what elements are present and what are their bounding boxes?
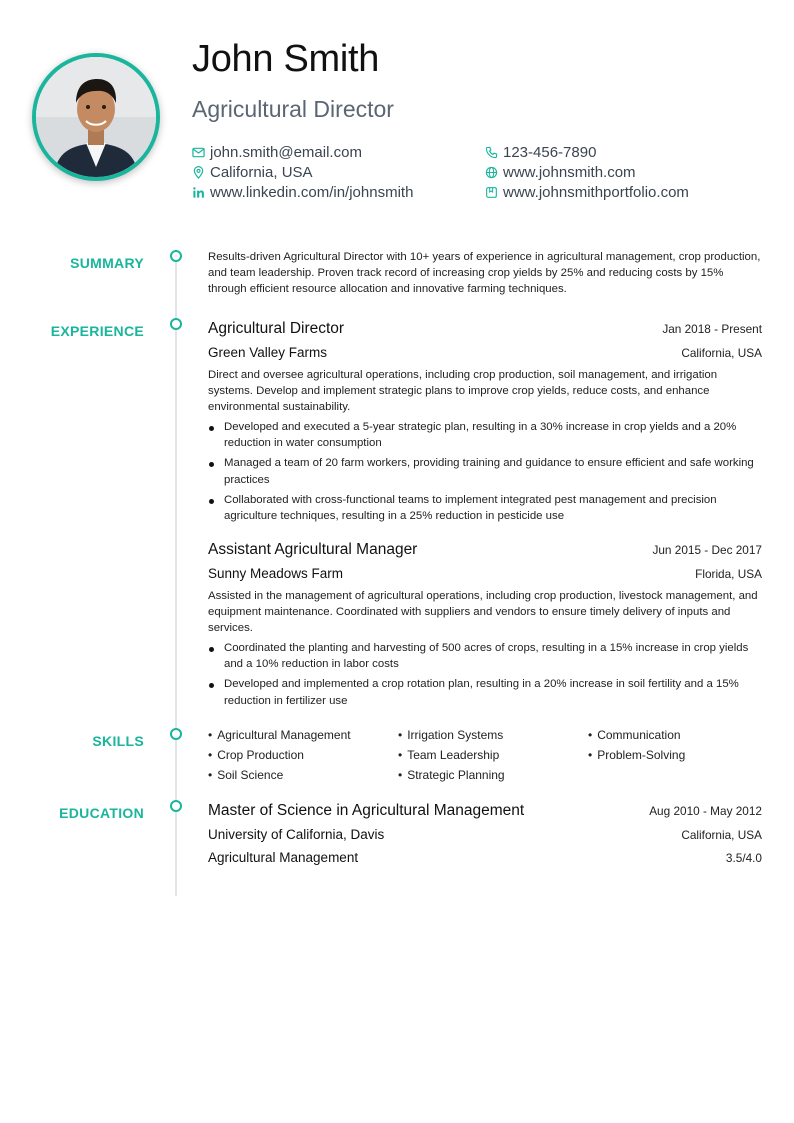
- skill-item: • Team Leadership: [398, 748, 499, 762]
- job-title-headline: Agricultural Director: [192, 96, 394, 122]
- education-subheader: [208, 827, 762, 842]
- map-pin-icon: [192, 166, 205, 179]
- job-2-company: Sunny Meadows Farm: [208, 566, 344, 581]
- job-2-header: [208, 541, 762, 559]
- education-degree: Master of Science in Agricultural Management: [208, 802, 525, 819]
- skill-item: • Soil Science: [208, 768, 283, 782]
- job-1-company: Green Valley Farms: [208, 345, 328, 360]
- education-gpa: 3.5/4.0: [725, 851, 762, 865]
- job-2-dates: Jun 2015 - Dec 2017: [652, 543, 762, 557]
- job-1-location: California, USA: [681, 346, 762, 360]
- globe-icon: [485, 166, 498, 179]
- email-text: john.smith@email.com: [210, 143, 362, 161]
- education-dates: Aug 2010 - May 2012: [649, 804, 762, 818]
- phone-icon: [485, 146, 498, 159]
- list-item: Developed and executed a 5-year strategic plan, resulting in a 30% increase in crop yields and a 20% reduction in water consumption: [208, 419, 762, 451]
- mail-icon: [192, 146, 205, 159]
- job-1-description: Direct and oversee agricultural operations, including crop production, soil management, and irrigation systems. Develop and implement strategic plans to improve crop yields, reduce costs, and enhance environmental sustainability.: [208, 369, 718, 414]
- job-2-title: Assistant Agricultural Manager: [208, 541, 418, 558]
- website-text: www.johnsmith.com: [503, 163, 636, 181]
- summary-text: Results-driven Agricultural Director with 10+ years of experience in agricultural management, crop production, and team leadership. Proven track record of increasing crop yields by 25% and reducing costs by 15% through efficient resource allocation and innovative farming techniques.: [208, 251, 761, 296]
- linkedin-icon: [192, 186, 205, 199]
- contact-portfolio[interactable]: [485, 182, 689, 202]
- candidate-name: John Smith: [192, 38, 380, 80]
- skill-item: • Crop Production: [208, 748, 304, 762]
- timeline-dot-summary: [170, 250, 182, 262]
- education-header: [208, 802, 762, 820]
- job-1-title: Agricultural Director: [208, 320, 345, 337]
- education-school: University of California, Davis: [208, 827, 385, 842]
- list-item: Collaborated with cross-functional teams to implement integrated pest management and precision agriculture techniques, resulting in a 25% reduction in pesticide use: [208, 492, 762, 524]
- profile-photo: [32, 53, 160, 181]
- job-1-bullets: [208, 419, 762, 528]
- portfolio-text: www.johnsmithportfolio.com: [503, 183, 689, 201]
- contact-location: [192, 162, 313, 182]
- contact-linkedin[interactable]: [192, 182, 413, 202]
- skill-item: • Problem-Solving: [588, 748, 685, 762]
- contact-email[interactable]: [192, 142, 362, 162]
- education-field: Agricultural Management: [208, 850, 359, 865]
- location-text: California, USA: [210, 163, 313, 181]
- skill-item: • Agricultural Management: [208, 728, 351, 742]
- portfolio-icon: [485, 186, 498, 199]
- education-location: California, USA: [681, 828, 762, 842]
- skills-heading: SKILLS: [92, 733, 144, 749]
- timeline-dot-education: [170, 800, 182, 812]
- list-item: Coordinated the planting and harvesting of 500 acres of crops, resulting in a 15% increase in crop yields and a 10% reduction in labor costs: [208, 640, 762, 672]
- contact-website[interactable]: [485, 162, 636, 182]
- list-item: Managed a team of 20 farm workers, providing training and guidance to ensure efficient and safe working practices: [208, 455, 762, 487]
- list-item: Developed and implemented a crop rotation plan, resulting in a 20% increase in soil fertility and a 15% reduction in fertilizer use: [208, 676, 762, 708]
- job-1-header: [208, 320, 762, 338]
- avatar: [36, 57, 156, 177]
- job-2-location: Florida, USA: [695, 567, 762, 581]
- timeline-dot-experience: [170, 318, 182, 330]
- skill-item: • Communication: [588, 728, 681, 742]
- job-1-subheader: [208, 345, 762, 360]
- job-2-description: Assisted in the management of agricultural operations, including crop production, livestock management, and equipment maintenance. Coordinated with suppliers and vendors to ensure timely delivery of inputs and services.: [208, 590, 758, 635]
- job-2-bullets: [208, 640, 762, 713]
- timeline-dot-skills: [170, 728, 182, 740]
- linkedin-text: www.linkedin.com/in/johnsmith: [210, 183, 414, 201]
- contact-phone[interactable]: [485, 142, 596, 162]
- phone-text: 123-456-7890: [503, 143, 597, 161]
- education-heading: EDUCATION: [59, 805, 144, 821]
- job-1-dates: Jan 2018 - Present: [662, 322, 762, 336]
- education-field-row: [208, 850, 762, 865]
- summary-heading: SUMMARY: [70, 255, 144, 271]
- job-2-subheader: [208, 566, 762, 581]
- skill-item: • Strategic Planning: [398, 768, 505, 782]
- skill-item: • Irrigation Systems: [398, 728, 503, 742]
- experience-heading: EXPERIENCE: [50, 323, 144, 339]
